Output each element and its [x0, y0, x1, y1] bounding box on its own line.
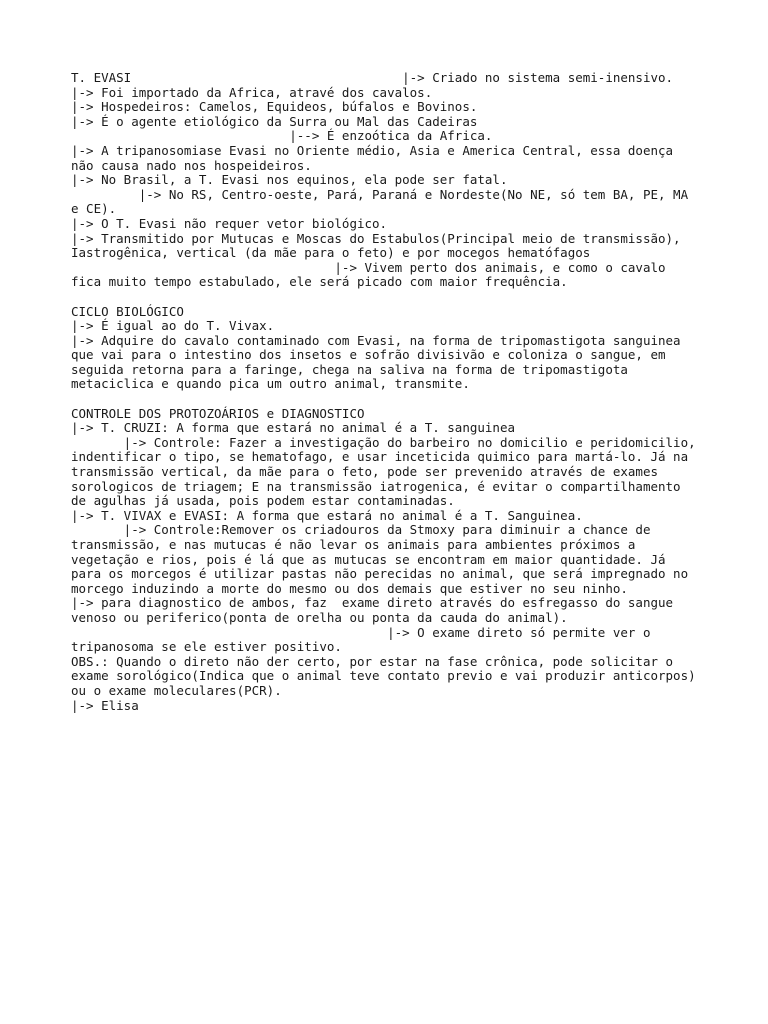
text-line: |-> É o agente etiológico da Surra ou Mal das Cadeiras — [71, 113, 478, 129]
text-line: ou o exame moleculares(PCR). — [71, 682, 282, 698]
text-line: vegetação e rios, pois é lá que as mutucas se encontram em maior quantidade. Já — [71, 551, 666, 567]
text-line: seguida retorna para a faringe, chega na saliva na forma de tripomastigota — [71, 361, 628, 377]
text-line: CICLO BIOLÓGICO — [71, 303, 184, 319]
text-line: |-> para diagnostico de ambos, faz exame direto através do esfregasso do sangue — [71, 595, 674, 611]
text-line: venoso ou periferico(ponta de orelha ou ponta da cauda do animal). — [71, 609, 568, 625]
text-line: |-> O T. Evasi não requer vetor biológico. — [71, 215, 388, 231]
text-line: |--> É enzoótica da Africa. — [71, 128, 493, 144]
text-line: morcego induzindo a morte do mesmo ou dos demais que estiver no seu ninho. — [71, 580, 628, 596]
text-line: |-> O exame direto só permite ver o — [71, 624, 651, 640]
text-line: tripanosoma se ele estiver positivo. — [71, 639, 342, 655]
text-line: OBS.: Quando o direto não der certo, por estar na fase crônica, pode solicitar o — [71, 653, 674, 669]
text-line: |-> Adquire do cavalo contaminado com Evasi, na forma de tripomastigota sanguinea — [71, 332, 681, 348]
text-line: |-> No Brasil, a T. Evasi nos equinos, ela pode ser fatal. — [71, 172, 508, 188]
text-line: |-> Transmitido por Mutucas e Moscas do Estabulos(Principal meio de transmissão), — [71, 230, 681, 246]
text-line: e CE). — [71, 201, 117, 217]
text-line: CONTROLE DOS PROTOZOÁRIOS e DIAGNOSTICO — [71, 405, 365, 421]
text-line: transmissão vertical, da mãe para o feto, pode ser prevenido através de exames — [71, 464, 658, 480]
text-line: indentificar o tipo, se hematofago, e usar inceticida quimico para martá-lo. Já na — [71, 449, 689, 465]
text-line: não causa nado nos hospeideiros. — [71, 157, 312, 173]
text-line: para os morcegos é utilizar pastas não perecidas no animal, que será impregnado no — [71, 566, 689, 582]
document-body — [71, 71, 711, 713]
text-line: |-> Foi importado da Africa, atravé dos cavalos. — [71, 84, 433, 100]
text-line: metaciclica e quando pica um outro animal, transmite. — [71, 376, 470, 392]
text-line: |-> Hospedeiros: Camelos, Equideos, búfalos e Bovinos. — [71, 99, 478, 115]
text-line: Iastrogênica, vertical (da mãe para o feto) e por mocegos hematófagos — [71, 245, 591, 261]
text-line: |-> É igual ao do T. Vivax. — [71, 318, 275, 334]
text-line: |-> Controle: Fazer a investigação do barbeiro no domicilio e peridomicilio, — [71, 434, 696, 450]
text-line: |-> Vivem perto dos animais, e como o cavalo — [71, 259, 666, 275]
text-line: sorologicos de triagem; E na transmissão iatrogenica, é evitar o compartilhamento — [71, 478, 681, 494]
text-line: fica muito tempo estabulado, ele será picado com maior frequência. — [71, 274, 568, 290]
text-line: |-> A tripanosomiase Evasi no Oriente médio, Asia e America Central, essa doença — [71, 142, 674, 158]
text-line: |-> Controle:Remover os criadouros da Stmoxy para diminuir a chance de — [71, 522, 651, 538]
text-line: |-> Elisa — [71, 697, 139, 713]
text-line: transmissão, e nas mutucas é não levar os animais para ambientes próximos a — [71, 537, 636, 552]
text-line: exame sorológico(Indica que o animal teve contato previo e vai produzir anticorpos) — [71, 668, 696, 684]
text-line: que vai para o intestino dos insetos e sofrão divisivão e coloniza o sangue, em — [71, 347, 666, 363]
text-line: |-> No RS, Centro-oeste, Pará, Paraná e Nordeste(No NE, só tem BA, PE, MA — [71, 186, 689, 202]
text-line — [71, 392, 711, 407]
text-line: |-> T. VIVAX e EVASI: A forma que estará no animal é a T. Sanguinea. — [71, 507, 583, 523]
text-line — [71, 290, 711, 305]
text-line: de agulhas já usada, pois podem estar contaminadas. — [71, 493, 455, 509]
text-line: |-> T. CRUZI: A forma que estará no animal é a T. sanguinea — [71, 420, 516, 436]
text-line: T. EVASI |-> Criado no sistema semi-inensivo. — [71, 70, 674, 85]
